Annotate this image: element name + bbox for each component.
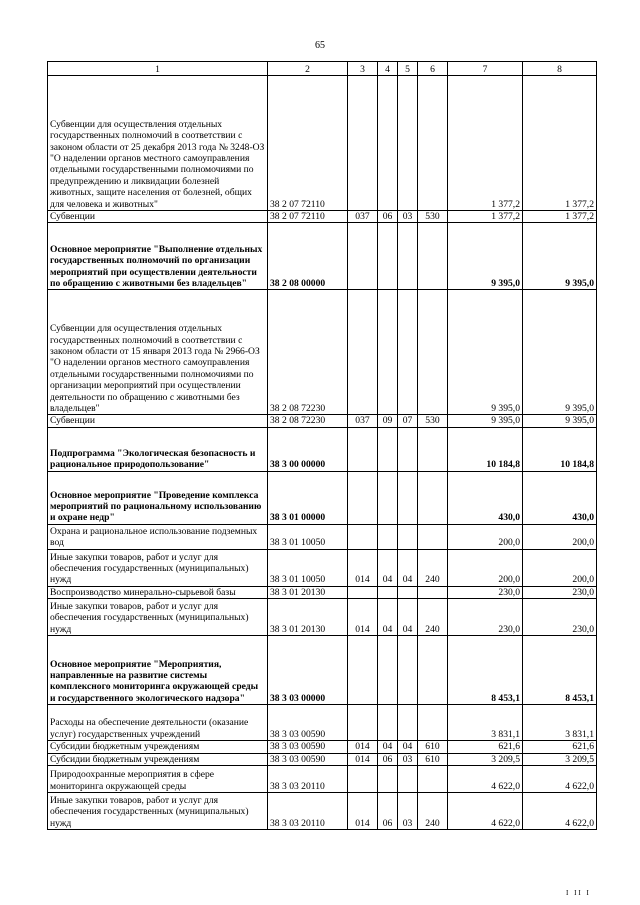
- row-code: 38 3 01 20130: [268, 599, 348, 636]
- row-ministry: [348, 636, 378, 705]
- row-amount-2: 200,0: [523, 524, 597, 549]
- row-amount-1: 9 395,0: [448, 415, 523, 427]
- footer-mark: I II I: [566, 889, 591, 897]
- row-code: 38 3 03 00590: [268, 705, 348, 741]
- page-number: 65: [315, 40, 325, 51]
- row-section: [378, 76, 398, 211]
- row-amount-2: 230,0: [523, 586, 597, 598]
- row-code: 38 3 01 10050: [268, 524, 348, 549]
- table-row: [48, 705, 597, 741]
- row-expense-type: 610: [418, 753, 448, 765]
- row-ministry: [348, 766, 378, 793]
- row-amount-1: 1 377,2: [448, 211, 523, 223]
- row-code: 38 3 00 00000: [268, 427, 348, 471]
- row-ministry: 014: [348, 741, 378, 753]
- row-subsection: 04: [398, 549, 418, 586]
- row-subsection: [398, 223, 418, 290]
- row-ministry: [348, 290, 378, 415]
- row-section: [378, 223, 398, 290]
- row-subsection: [398, 586, 418, 598]
- row-ministry: 014: [348, 549, 378, 586]
- table-row: [48, 524, 597, 549]
- row-name: Иные закупки товаров, работ и услуг для обеспечения государственных (муниципальных) нужд: [48, 549, 268, 586]
- row-name: Иные закупки товаров, работ и услуг для обеспечения государственных (муниципальных) нужд: [48, 599, 268, 636]
- row-section: 06: [378, 753, 398, 765]
- row-section: 04: [378, 549, 398, 586]
- row-section: [378, 427, 398, 471]
- row-amount-1: 10 184,8: [448, 427, 523, 471]
- row-name: Иные закупки товаров, работ и услуг для обеспечения государственных (муниципальных) нужд: [48, 793, 268, 830]
- row-code: 38 3 03 00590: [268, 753, 348, 765]
- table-row: [48, 471, 597, 524]
- row-amount-2: 230,0: [523, 599, 597, 636]
- row-subsection: [398, 471, 418, 524]
- row-expense-type: [418, 636, 448, 705]
- row-code: 38 3 03 20110: [268, 766, 348, 793]
- row-subsection: [398, 636, 418, 705]
- row-expense-type: [418, 290, 448, 415]
- row-section: 06: [378, 211, 398, 223]
- row-code: 38 2 07 72110: [268, 76, 348, 211]
- row-amount-1: 230,0: [448, 586, 523, 598]
- row-amount-1: 230,0: [448, 599, 523, 636]
- row-amount-1: 430,0: [448, 471, 523, 524]
- row-subsection: 07: [398, 415, 418, 427]
- row-ministry: [348, 427, 378, 471]
- row-ministry: 014: [348, 599, 378, 636]
- row-expense-type: [418, 223, 448, 290]
- row-amount-1: 3 209,5: [448, 753, 523, 765]
- col-header-expense-type: 6: [418, 62, 448, 76]
- table-row: [48, 76, 597, 211]
- row-name: Воспроизводство минерально-сырьевой базы: [48, 586, 268, 598]
- row-section: 06: [378, 793, 398, 830]
- row-code: 38 3 03 00590: [268, 741, 348, 753]
- row-ministry: [348, 586, 378, 598]
- row-expense-type: 240: [418, 793, 448, 830]
- row-section: [378, 766, 398, 793]
- row-name: Подпрограмма "Экологическая безопасность и рациональное природопользование": [48, 427, 268, 471]
- row-amount-2: 9 395,0: [523, 223, 597, 290]
- table-row: [48, 766, 597, 793]
- col-header-amount-2: 8: [523, 62, 597, 76]
- row-ministry: 014: [348, 753, 378, 765]
- row-section: 04: [378, 599, 398, 636]
- row-ministry: 014: [348, 793, 378, 830]
- row-name: Основное мероприятие "Проведение комплекса мероприятий по рациональному использованию и охране недр": [48, 471, 268, 524]
- row-amount-2: 9 395,0: [523, 415, 597, 427]
- row-amount-2: 200,0: [523, 549, 597, 586]
- row-ministry: [348, 524, 378, 549]
- row-amount-2: 430,0: [523, 471, 597, 524]
- row-code: 38 3 03 00000: [268, 636, 348, 705]
- row-code: 38 3 03 20110: [268, 793, 348, 830]
- row-code: 38 3 01 20130: [268, 586, 348, 598]
- table-row: [48, 586, 597, 598]
- row-name: Охрана и рациональное использование подземных вод: [48, 524, 268, 549]
- row-amount-1: 9 395,0: [448, 290, 523, 415]
- row-amount-1: 1 377,2: [448, 76, 523, 211]
- row-amount-2: 3 209,5: [523, 753, 597, 765]
- budget-table: [47, 61, 597, 830]
- table-row: [48, 290, 597, 415]
- row-name: Природоохранные мероприятия в сфере мониторинга окружающей среды: [48, 766, 268, 793]
- col-header-ministry: 3: [348, 62, 378, 76]
- row-amount-2: 9 395,0: [523, 290, 597, 415]
- row-expense-type: 610: [418, 741, 448, 753]
- row-name: Субсидии бюджетным учреждениям: [48, 753, 268, 765]
- row-code: 38 2 08 72230: [268, 415, 348, 427]
- row-expense-type: [418, 471, 448, 524]
- row-section: [378, 586, 398, 598]
- table-row: [48, 636, 597, 705]
- row-expense-type: [418, 524, 448, 549]
- row-code: 38 2 08 00000: [268, 223, 348, 290]
- row-amount-2: 10 184,8: [523, 427, 597, 471]
- row-ministry: [348, 223, 378, 290]
- row-section: 04: [378, 741, 398, 753]
- row-expense-type: [418, 586, 448, 598]
- row-section: [378, 705, 398, 741]
- row-code: 38 3 01 00000: [268, 471, 348, 524]
- row-amount-1: 4 622,0: [448, 766, 523, 793]
- row-ministry: [348, 76, 378, 211]
- row-expense-type: [418, 76, 448, 211]
- row-amount-2: 4 622,0: [523, 793, 597, 830]
- row-subsection: [398, 705, 418, 741]
- row-amount-2: 621,6: [523, 741, 597, 753]
- row-amount-2: 1 377,2: [523, 211, 597, 223]
- table-row: [48, 793, 597, 830]
- row-section: [378, 290, 398, 415]
- row-amount-2: 4 622,0: [523, 766, 597, 793]
- table-row: [48, 549, 597, 586]
- header-row: [48, 62, 597, 76]
- row-amount-2: 1 377,2: [523, 76, 597, 211]
- row-amount-1: 200,0: [448, 524, 523, 549]
- row-subsection: 04: [398, 599, 418, 636]
- table-row: [48, 427, 597, 471]
- row-section: [378, 471, 398, 524]
- row-amount-2: 3 831,1: [523, 705, 597, 741]
- table-row: [48, 753, 597, 765]
- row-amount-1: 8 453,1: [448, 636, 523, 705]
- row-name: Основное мероприятие "Мероприятия, направленные на развитие системы комплексного мониторинга окружающей среды и государственного экологического надзора": [48, 636, 268, 705]
- row-expense-type: [418, 427, 448, 471]
- col-header-amount-1: 7: [448, 62, 523, 76]
- row-expense-type: 240: [418, 599, 448, 636]
- table-row: [48, 741, 597, 753]
- row-name: Основное мероприятие "Выполнение отдельных государственных полномочий по организации мероприятий при осуществлении деятельности по обращению с животными без владельцев": [48, 223, 268, 290]
- row-amount-1: 621,6: [448, 741, 523, 753]
- row-expense-type: 240: [418, 549, 448, 586]
- row-subsection: [398, 76, 418, 211]
- row-name: Расходы на обеспечение деятельности (оказание услуг) государственных учреждений: [48, 705, 268, 741]
- row-amount-1: 3 831,1: [448, 705, 523, 741]
- row-expense-type: 530: [418, 211, 448, 223]
- row-section: [378, 524, 398, 549]
- row-name: Субвенции для осуществления отдельных государственных полномочий в соответствии с законом области от 25 декабря 2013 года № 3248-ОЗ "О наделении органов местного самоуправления отдельными государственными полномочиями по предупреждению и ликвидации болезней животных, защите населения от болезней, общих для человека и животных": [48, 76, 268, 211]
- row-name: Субвенции: [48, 211, 268, 223]
- table-row: [48, 599, 597, 636]
- row-ministry: [348, 471, 378, 524]
- row-ministry: [348, 705, 378, 741]
- row-subsection: 03: [398, 211, 418, 223]
- row-name: Субвенции: [48, 415, 268, 427]
- row-subsection: [398, 427, 418, 471]
- row-expense-type: [418, 705, 448, 741]
- row-subsection: [398, 524, 418, 549]
- row-expense-type: 530: [418, 415, 448, 427]
- row-code: 38 3 01 10050: [268, 549, 348, 586]
- col-header-section: 4: [378, 62, 398, 76]
- row-name: Субвенции для осуществления отдельных государственных полномочий в соответствии с законом области от 15 января 2013 года № 2966-ОЗ "О наделении органов местного самоуправления отдельными государственными полномочиями по организации мероприятий при осуществлении деятельности по обращению с животными без владельцев": [48, 290, 268, 415]
- row-expense-type: [418, 766, 448, 793]
- row-subsection: [398, 290, 418, 415]
- row-subsection: [398, 766, 418, 793]
- row-amount-1: 9 395,0: [448, 223, 523, 290]
- row-amount-1: 4 622,0: [448, 793, 523, 830]
- row-subsection: 04: [398, 741, 418, 753]
- row-code: 38 2 07 72110: [268, 211, 348, 223]
- row-ministry: 037: [348, 211, 378, 223]
- col-header-name: 1: [48, 62, 268, 76]
- row-ministry: 037: [348, 415, 378, 427]
- row-code: 38 2 08 72230: [268, 290, 348, 415]
- row-subsection: 03: [398, 753, 418, 765]
- table-row: [48, 223, 597, 290]
- col-header-subsection: 5: [398, 62, 418, 76]
- table-row: [48, 211, 597, 223]
- row-amount-2: 8 453,1: [523, 636, 597, 705]
- table-row: [48, 415, 597, 427]
- col-header-code: 2: [268, 62, 348, 76]
- row-section: 09: [378, 415, 398, 427]
- row-name: Субсидии бюджетным учреждениям: [48, 741, 268, 753]
- row-section: [378, 636, 398, 705]
- row-amount-1: 200,0: [448, 549, 523, 586]
- row-subsection: 03: [398, 793, 418, 830]
